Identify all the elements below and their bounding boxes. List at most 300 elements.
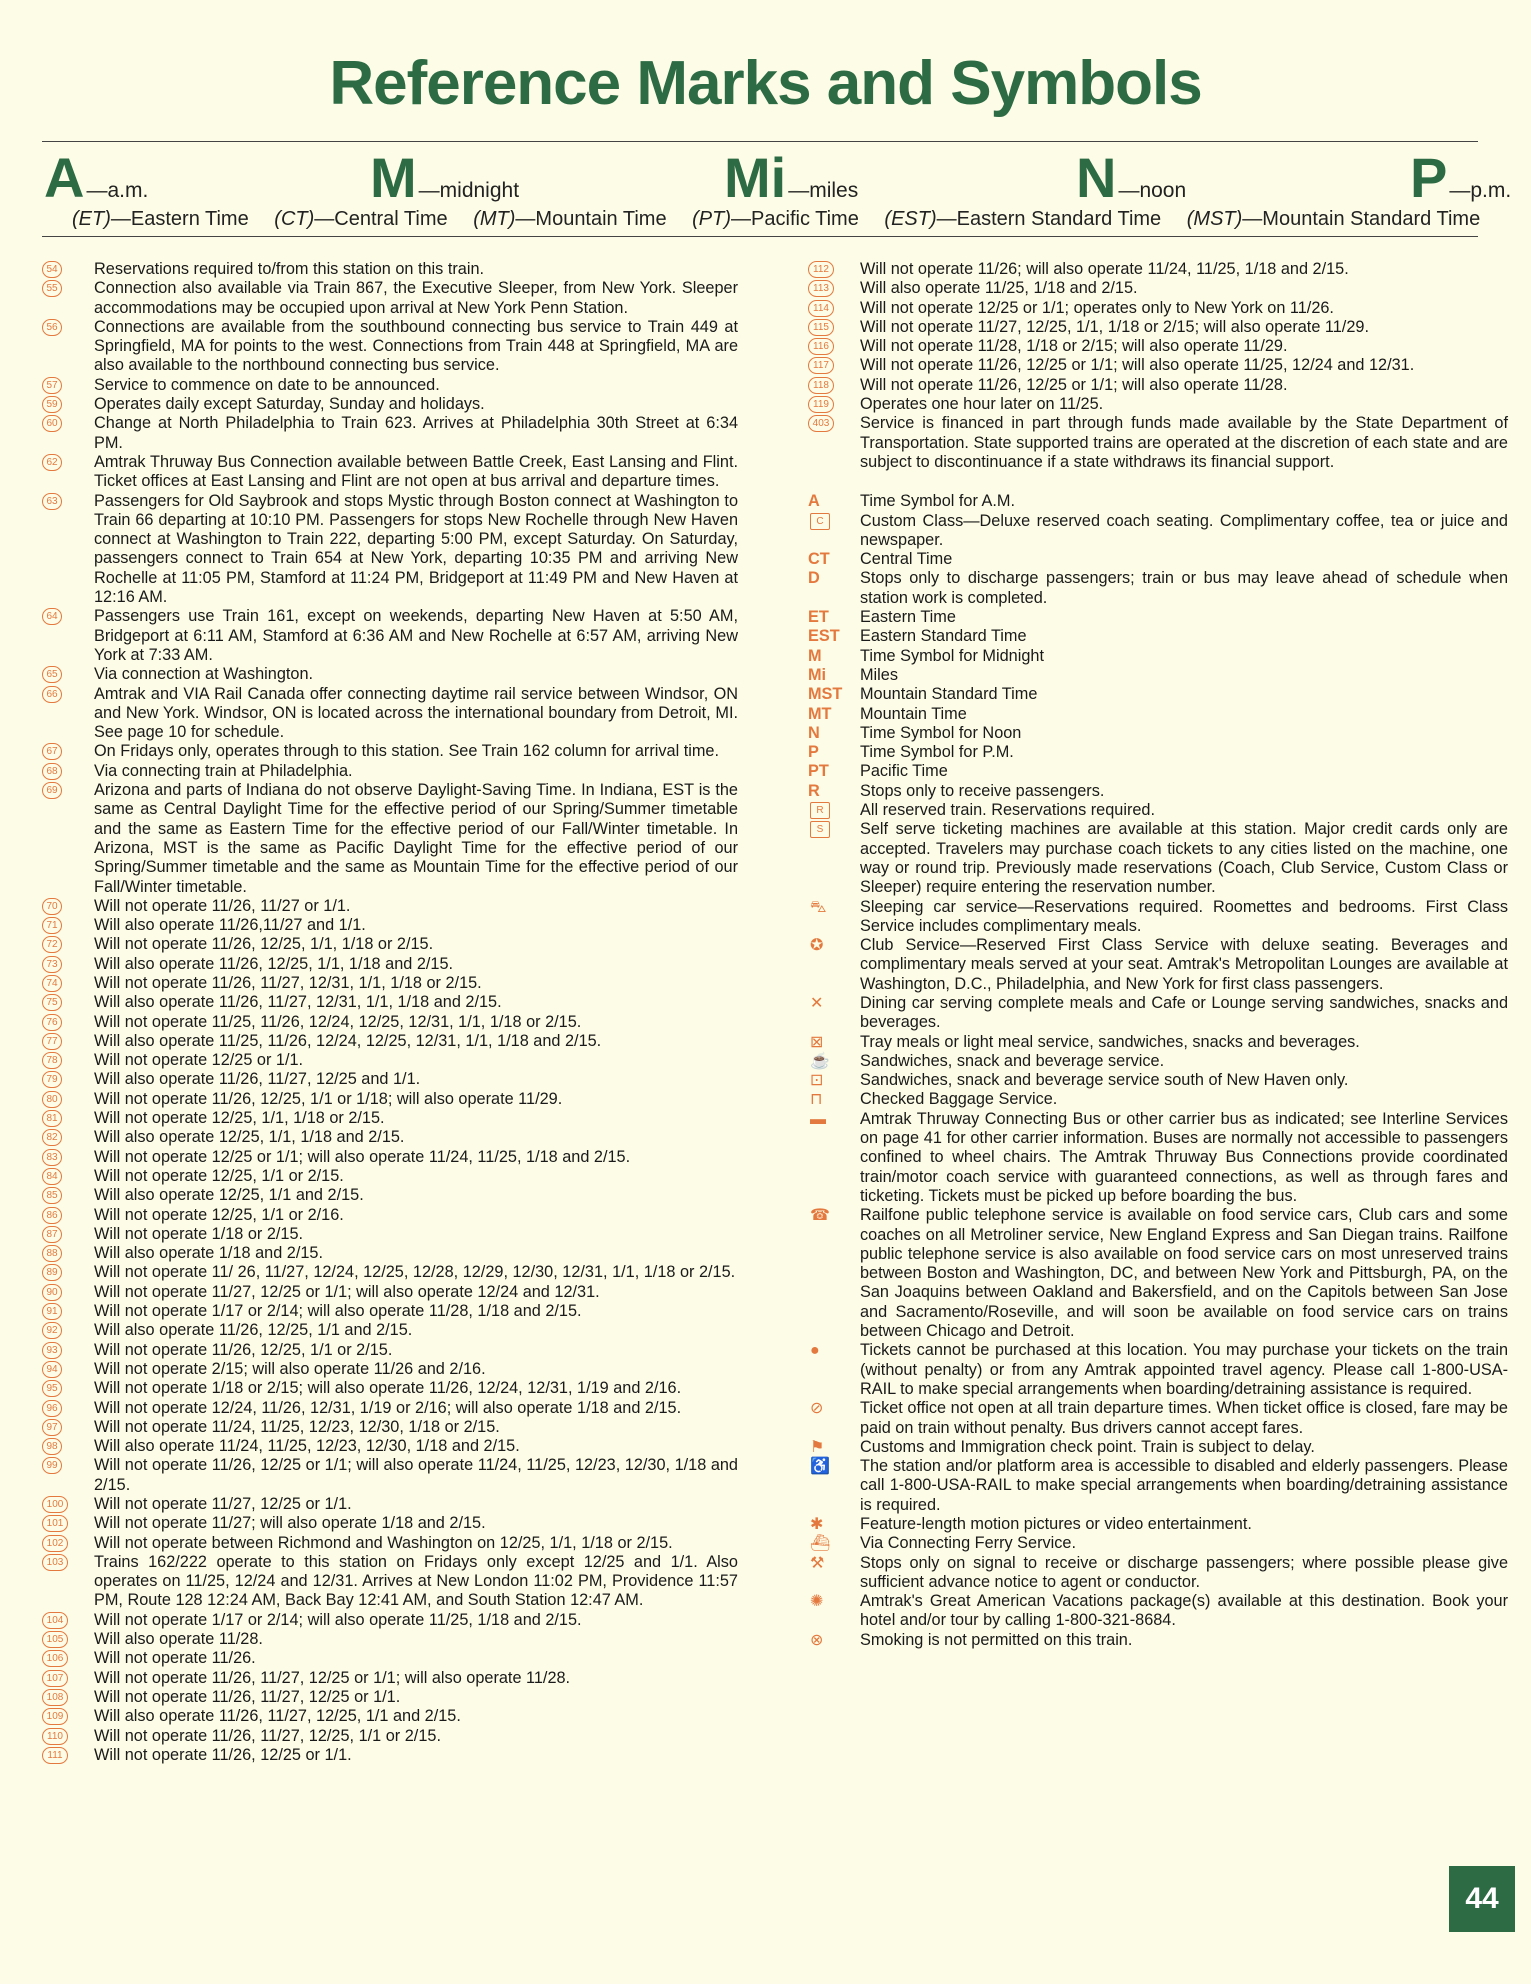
note-text: Will also operate 12/25, 1/1, 1/18 and 2/15. bbox=[94, 1128, 405, 1147]
bus-icon: ▬ bbox=[810, 1110, 826, 1128]
symbol-description: Time Symbol for P.M. bbox=[860, 743, 1014, 762]
symbol-description: Amtrak's Great American Vacations package(s) available at this destination. Book your hotel and/or tour by calling 1-800-321-8684. bbox=[860, 1592, 1508, 1630]
symbol-code: Mi bbox=[808, 665, 827, 684]
reference-mark: 56 bbox=[42, 319, 62, 336]
symbol-entry bbox=[808, 898, 1508, 937]
note-text: Will not operate 11/27, 12/25 or 1/1; will also operate 12/24 and 12/31. bbox=[94, 1282, 600, 1301]
symbol-entry bbox=[808, 1554, 1508, 1593]
reference-mark: 72 bbox=[42, 936, 62, 953]
reference-mark: 82 bbox=[42, 1129, 62, 1146]
abbr-am bbox=[44, 146, 149, 209]
symbol-description: All reserved train. Reservations required. bbox=[860, 801, 1156, 820]
note-text: Will not operate 1/17 or 2/14; will also operate 11/28, 1/18 and 2/15. bbox=[94, 1302, 582, 1321]
reference-mark: 101 bbox=[42, 1515, 68, 1532]
symbol-code: MT bbox=[808, 704, 832, 723]
note-text: Reservations required to/from this station on this train. bbox=[94, 260, 485, 278]
note-text: Will not operate 11/26, 12/25 or 1/1; will also operate 11/28. bbox=[860, 375, 1288, 394]
note-74 bbox=[42, 974, 738, 993]
symbol-description: Tickets cannot be purchased at this location. You may purchase your tickets on the train (without penalty) or from any Amtrak appointed travel agency. Please call 1-800-USA-RAIL to make special arrangements when boarding/detraining assistance is required. bbox=[860, 1341, 1508, 1398]
reference-mark: 112 bbox=[808, 261, 834, 278]
note-84 bbox=[42, 1167, 738, 1186]
no-smoking-icon: ⊗ bbox=[810, 1631, 824, 1649]
note-text: Will not operate 11/26, 11/27 or 1/1. bbox=[94, 896, 351, 915]
zone-est: (EST)—Eastern Standard Time bbox=[884, 208, 1162, 230]
note-117 bbox=[808, 356, 1508, 375]
note-text: Trains 162/222 operate to this station on Fridays only except 12/25 and 1/1. Also operates on 11/25, 12/24 and 12/31. Arrives at New London 11:02 PM, Providence 11:57 PM, Route 128 12:24 AM, Back Bay 12:41 AM, and South Station 12:47 AM. bbox=[94, 1552, 738, 1610]
note-text: Change at North Philadelphia to Train 623. Arrives at Philadelphia 30th Street at 6:34 PM. bbox=[94, 414, 738, 452]
reference-mark: 81 bbox=[42, 1110, 62, 1127]
note-88 bbox=[42, 1244, 738, 1263]
note-text: Service to commence on date to be announced. bbox=[94, 375, 440, 394]
note-text: Will also operate 11/28. bbox=[94, 1630, 263, 1649]
club-icon: ✪ bbox=[810, 937, 824, 955]
note-106 bbox=[42, 1649, 738, 1668]
note-59 bbox=[42, 395, 738, 414]
reference-mark: 97 bbox=[42, 1419, 62, 1436]
abbr-meaning: —noon bbox=[1118, 179, 1187, 202]
ferry-icon: ⛴ bbox=[810, 1535, 831, 1553]
note-text: Will not operate 11/26, 11/27, 12/31, 1/1, 1/18 or 2/15. bbox=[94, 973, 482, 992]
note-text: Will not operate 12/25 or 1/1; will also operate 11/24, 11/25, 1/18 and 2/15. bbox=[94, 1147, 631, 1166]
reference-mark: 119 bbox=[808, 396, 834, 413]
tray-meal-icon: ⊠ bbox=[810, 1033, 824, 1051]
note-66 bbox=[42, 685, 738, 743]
zone-et: (ET)—Eastern Time bbox=[72, 208, 249, 230]
left-column-notes bbox=[42, 260, 738, 1765]
symbol-description: Time Symbol for Midnight bbox=[860, 646, 1044, 665]
symbol-entry bbox=[808, 550, 1508, 569]
reference-mark: 73 bbox=[42, 956, 62, 973]
note-104 bbox=[42, 1611, 738, 1630]
note-82 bbox=[42, 1128, 738, 1147]
symbol-description: Custom Class—Deluxe reserved coach seating. Complimentary coffee, tea or juice and newspaper. bbox=[860, 511, 1508, 549]
symbol-entry bbox=[808, 762, 1508, 781]
note-91 bbox=[42, 1302, 738, 1321]
note-96 bbox=[42, 1399, 738, 1418]
reference-mark: 79 bbox=[42, 1071, 62, 1088]
note-text: Will also operate 11/26, 12/25, 1/1 and 2/15. bbox=[94, 1321, 413, 1340]
symbol-entry bbox=[808, 801, 1508, 820]
reference-mark: 114 bbox=[808, 300, 834, 317]
symbol-description: Miles bbox=[860, 665, 898, 684]
note-75 bbox=[42, 993, 738, 1012]
note-105 bbox=[42, 1630, 738, 1649]
symbol-description: Mountain Standard Time bbox=[860, 685, 1038, 704]
reference-mark: 54 bbox=[42, 261, 62, 278]
note-text: Will not operate 11/24, 11/25, 12/23, 12/30, 1/18 or 2/15. bbox=[94, 1417, 500, 1436]
note-64 bbox=[42, 607, 738, 665]
symbol-description: Mountain Time bbox=[860, 704, 967, 723]
note-text: Will not operate 11/ 26, 11/27, 12/24, 12/25, 12/28, 12/29, 12/30, 12/31, 1/1, 1/18 or 2/15. bbox=[94, 1263, 736, 1282]
reference-mark: 76 bbox=[42, 1014, 62, 1031]
symbol-entry bbox=[808, 936, 1508, 994]
reference-mark: 68 bbox=[42, 763, 62, 780]
note-text: Will not operate 11/26, 11/27, 12/25 or 1/1. bbox=[94, 1687, 401, 1706]
symbol-entry bbox=[808, 627, 1508, 646]
note-text: Will not operate 11/26, 12/25, 1/1 or 2/15. bbox=[94, 1340, 393, 1359]
right-column-notes bbox=[808, 260, 1508, 1650]
reference-mark: 94 bbox=[42, 1361, 62, 1378]
symbol-description: Customs and Immigration check point. Train is subject to delay. bbox=[860, 1437, 1315, 1456]
note-77 bbox=[42, 1032, 738, 1051]
note-text: Will not operate 12/24, 11/26, 12/31, 1/19 or 2/16; will also operate 1/18 and 2/15. bbox=[94, 1398, 682, 1417]
reference-mark: 55 bbox=[42, 280, 62, 297]
reference-mark: 95 bbox=[42, 1380, 62, 1397]
top-divider bbox=[42, 141, 1478, 142]
symbol-entry bbox=[808, 1515, 1508, 1534]
symbol-description: Smoking is not permitted on this train. bbox=[860, 1630, 1133, 1649]
baggage-icon: ⊓ bbox=[810, 1091, 823, 1109]
note-79 bbox=[42, 1070, 738, 1089]
symbol-entry bbox=[808, 724, 1508, 743]
note-text: Will not operate 11/26, 11/27, 12/25 or 1/1; will also operate 11/28. bbox=[94, 1668, 571, 1687]
symbol-code: EST bbox=[808, 627, 840, 646]
reference-mark: 98 bbox=[42, 1438, 62, 1455]
reference-mark: 66 bbox=[42, 686, 62, 703]
reference-mark: 88 bbox=[42, 1245, 62, 1262]
symbol-code: MST bbox=[808, 685, 843, 704]
note-text: Operates one hour later on 11/25. bbox=[860, 395, 1104, 414]
symbol-entry bbox=[808, 1033, 1508, 1052]
symbol-description: Ticket office not open at all train departure times. When ticket office is closed, fare may be paid on train without penalty. Bus drivers cannot accept fares. bbox=[860, 1399, 1508, 1437]
note-60 bbox=[42, 414, 738, 453]
reference-mark: 99 bbox=[42, 1457, 62, 1474]
symbol-entry bbox=[808, 1052, 1508, 1071]
symbol-entry bbox=[808, 1399, 1508, 1438]
reference-mark: 403 bbox=[808, 415, 834, 432]
note-text: Amtrak Thruway Bus Connection available between Battle Creek, East Lansing and Flint. Ticket offices at East Lansing and Flint are not open at bus arrival and departure times. bbox=[94, 452, 738, 491]
note-114 bbox=[808, 299, 1508, 318]
note-text: Will not operate 11/26, 12/25, 1/1, 1/18 or 2/15. bbox=[94, 935, 434, 954]
symbol-description: Stops only on signal to receive or discharge passengers; where possible please give sufficient advance notice to agent or conductor. bbox=[860, 1553, 1508, 1591]
reference-mark: 87 bbox=[42, 1226, 62, 1243]
symbol-description: Stops only to discharge passengers; train or bus may leave ahead of schedule when station work is completed. bbox=[860, 569, 1508, 607]
symbol-entry bbox=[808, 1438, 1508, 1457]
symbol-description: Tray meals or light meal service, sandwiches, snacks and beverages. bbox=[860, 1032, 1360, 1051]
symbol-entry bbox=[808, 512, 1508, 551]
zone-mst: (MST)—Mountain Standard Time bbox=[1186, 208, 1481, 230]
reference-mark: 92 bbox=[42, 1322, 62, 1339]
note-403 bbox=[808, 414, 1508, 472]
boxed-symbol: R bbox=[810, 802, 830, 819]
reference-mark: 107 bbox=[42, 1670, 68, 1687]
symbol-entry bbox=[808, 705, 1508, 724]
reference-mark: 108 bbox=[42, 1689, 68, 1706]
reference-mark: 100 bbox=[42, 1496, 68, 1513]
symbol-entry bbox=[808, 1110, 1508, 1206]
abbr-letter: N bbox=[1076, 146, 1117, 209]
reference-mark: 91 bbox=[42, 1303, 62, 1320]
reference-mark: 111 bbox=[42, 1747, 68, 1764]
note-text: Will also operate 11/26, 11/27, 12/31, 1/1, 1/18 and 2/15. bbox=[94, 993, 502, 1012]
reference-mark: 65 bbox=[42, 666, 62, 683]
note-text: Will not operate 11/26. bbox=[94, 1649, 256, 1668]
symbol-entry bbox=[808, 569, 1508, 608]
symbol-entry bbox=[808, 647, 1508, 666]
reference-mark: 106 bbox=[42, 1650, 68, 1667]
note-97 bbox=[42, 1418, 738, 1437]
symbol-entry bbox=[808, 820, 1508, 897]
symbol-code: ET bbox=[808, 608, 829, 627]
note-text: Connection also available via Train 867, the Executive Sleeper, from New York. Sleeper accommodations may be occupied upon arrival at New York Penn Station. bbox=[94, 279, 738, 317]
note-text: Will not operate 11/28, 1/18 or 2/15; will also operate 11/29. bbox=[860, 337, 1288, 356]
zone-ct: (CT)—Central Time bbox=[274, 208, 448, 230]
symbol-description: Dining car serving complete meals and Cafe or Lounge serving sandwiches, snacks and beverages. bbox=[860, 993, 1508, 1032]
note-text: Will not operate 1/18 or 2/15. bbox=[94, 1224, 304, 1243]
note-text: Will not operate 11/26, 12/25 or 1/1. bbox=[94, 1745, 352, 1764]
reference-mark: 67 bbox=[42, 743, 62, 760]
note-111 bbox=[42, 1746, 738, 1765]
note-95 bbox=[42, 1379, 738, 1398]
reference-mark: 109 bbox=[42, 1708, 68, 1725]
note-71 bbox=[42, 916, 738, 935]
symbol-entry bbox=[808, 743, 1508, 762]
symbol-code: CT bbox=[808, 550, 830, 569]
reference-mark: 70 bbox=[42, 898, 62, 915]
note-115 bbox=[808, 318, 1508, 337]
note-85 bbox=[42, 1186, 738, 1205]
symbol-description: Eastern Time bbox=[860, 608, 956, 627]
ticket-office-icon: ⊘ bbox=[810, 1400, 824, 1418]
note-text: Via connection at Washington. bbox=[94, 665, 314, 684]
zone-mt: (MT)—Mountain Time bbox=[473, 208, 667, 230]
note-text: Service is financed in part through funds made available by the State Department of Transportation. State supported trains are operated at the discretion of each state and are subject to discontinuance if a state withdraws its financial support. bbox=[860, 414, 1508, 471]
symbol-entry bbox=[808, 608, 1508, 627]
symbol-description: Eastern Standard Time bbox=[860, 627, 1027, 646]
note-78 bbox=[42, 1051, 738, 1070]
symbol-code: N bbox=[808, 723, 820, 742]
note-text: Will not operate between Richmond and Washington on 12/25, 1/1, 1/18 or 2/15. bbox=[94, 1533, 673, 1552]
symbol-description: Sandwiches, snack and beverage service south of New Haven only. bbox=[860, 1071, 1349, 1090]
note-108 bbox=[42, 1688, 738, 1707]
reference-mark: 84 bbox=[42, 1168, 62, 1185]
symbol-description: Via Connecting Ferry Service. bbox=[860, 1534, 1076, 1553]
symbol-code: M bbox=[808, 646, 822, 665]
symbol-description: Club Service—Reserved First Class Service with deluxe seating. Beverages and complimentary meals served at your seat. Amtrak's Metropolitan Lounges are available at Washington, D.C., Philadelphia, and New York for first class passengers. bbox=[860, 936, 1508, 993]
note-55 bbox=[42, 279, 738, 318]
abbr-meaning: —midnight bbox=[418, 179, 520, 202]
note-107 bbox=[42, 1669, 738, 1688]
boxed-symbol: S bbox=[810, 821, 830, 838]
note-text: Will not operate 11/25, 11/26, 12/24, 12/25, 12/31, 1/1, 1/18 or 2/15. bbox=[94, 1012, 582, 1031]
reference-mark: 118 bbox=[808, 377, 834, 394]
note-text: Will not operate 11/26; will also operate 11/24, 11/25, 1/18 and 2/15. bbox=[860, 260, 1349, 278]
symbol-description: Self serve ticketing machines are available at this station. Major credit cards only are accepted. Travelers may purchase coach tickets to any cities listed on the machine, one way or round trip. Previously made reservations (Coach, Club Service, Custom Class or Sleeper) require entering the reservation number. bbox=[860, 820, 1508, 897]
symbol-code: PT bbox=[808, 762, 829, 781]
note-118 bbox=[808, 376, 1508, 395]
reference-mark: 60 bbox=[42, 415, 62, 432]
note-65 bbox=[42, 665, 738, 684]
note-90 bbox=[42, 1283, 738, 1302]
note-text: Passengers for Old Saybrook and stops Mystic through Boston connect at Washington to Train 66 departing at 10:10 PM. Passengers for stops New Rochelle through New Haven connect at Washington to Train 222, departing 5:00 PM, except Saturday. On Saturday, passengers connect to Train 654 at New York, departing 10:35 PM and arriving New Rochelle at 11:05 PM, Stamford at 11:24 PM, Bridgeport at 11:49 PM and New Haven at 12:16 AM. bbox=[94, 491, 738, 607]
abbr-midnight bbox=[370, 146, 520, 209]
note-text: Will also operate 11/26,11/27 and 1/1. bbox=[94, 916, 366, 935]
reference-mark: 96 bbox=[42, 1400, 62, 1417]
note-text: Will also operate 11/26, 11/27, 12/25 and 1/1. bbox=[94, 1070, 421, 1089]
symbol-description: Sandwiches, snack and beverage service. bbox=[860, 1051, 1165, 1070]
reference-mark: 85 bbox=[42, 1187, 62, 1204]
abbr-letter: M bbox=[370, 146, 417, 209]
symbol-entry bbox=[808, 1592, 1508, 1631]
snack-icon: ☕ bbox=[810, 1052, 830, 1070]
note-80 bbox=[42, 1090, 738, 1109]
note-92 bbox=[42, 1321, 738, 1340]
note-text: Will also operate 11/25, 11/26, 12/24, 12/25, 12/31, 1/1, 1/18 and 2/15. bbox=[94, 1031, 602, 1050]
note-63 bbox=[42, 492, 738, 608]
symbol-code: R bbox=[808, 781, 820, 800]
symbol-entry bbox=[808, 685, 1508, 704]
reference-mark: 90 bbox=[42, 1284, 62, 1301]
symbol-entry bbox=[808, 994, 1508, 1033]
note-text: Will not operate 1/18 or 2/15; will also operate 11/26, 12/24, 12/31, 1/19 and 2/16. bbox=[94, 1379, 682, 1398]
movie-icon: ✱ bbox=[810, 1516, 824, 1533]
note-text: Will also operate 12/25, 1/1 and 2/15. bbox=[94, 1186, 364, 1205]
symbol-entry bbox=[808, 1534, 1508, 1553]
reference-mark: 103 bbox=[42, 1554, 68, 1571]
note-73 bbox=[42, 955, 738, 974]
note-69 bbox=[42, 781, 738, 897]
note-text: Connections are available from the southbound connecting bus service to Train 449 at Springfield, MA for points to the west. Connections from Train 448 at Springfield, MA are also available to the northbound connecting bus service. bbox=[94, 317, 738, 375]
dining-icon: ✕ bbox=[810, 994, 824, 1012]
note-119 bbox=[808, 395, 1508, 414]
abbr-pm bbox=[1410, 146, 1512, 209]
reference-mark: 93 bbox=[42, 1342, 62, 1359]
note-text: Will also operate 11/26, 11/27, 12/25, 1/1 and 2/15. bbox=[94, 1707, 461, 1726]
note-102 bbox=[42, 1534, 738, 1553]
symbol-description: Stops only to receive passengers. bbox=[860, 781, 1105, 800]
reference-mark: 117 bbox=[808, 357, 834, 374]
note-56 bbox=[42, 318, 738, 376]
note-text: Will not operate 11/26, 12/25 or 1/1; will also operate 11/25, 12/24 and 12/31. bbox=[860, 356, 1415, 375]
note-54 bbox=[42, 260, 738, 279]
page-title: Reference Marks and Symbols bbox=[329, 49, 1202, 118]
reference-mark: 63 bbox=[42, 493, 62, 510]
symbol-entry bbox=[808, 1090, 1508, 1109]
right-numbered-notes bbox=[808, 260, 1508, 472]
note-text: Will also operate 11/24, 11/25, 12/23, 12/30, 1/18 and 2/15. bbox=[94, 1437, 520, 1456]
symbol-entry bbox=[808, 1206, 1508, 1341]
note-text: Will also operate 11/26, 12/25, 1/1, 1/18 and 2/15. bbox=[94, 954, 454, 973]
symbol-description: Feature-length motion pictures or video entertainment. bbox=[860, 1515, 1252, 1533]
note-text: Will not operate 12/25, 1/1 or 2/15. bbox=[94, 1166, 344, 1185]
customs-icon: ⚑ bbox=[810, 1438, 825, 1456]
note-89 bbox=[42, 1263, 738, 1282]
sleeper-icon: ⛍ bbox=[810, 898, 827, 916]
note-68 bbox=[42, 762, 738, 781]
note-text: Will not operate 12/25 or 1/1. bbox=[94, 1051, 304, 1070]
reference-mark: 57 bbox=[42, 377, 62, 394]
symbol-entry bbox=[808, 1071, 1508, 1090]
header-divider bbox=[42, 236, 1478, 237]
note-94 bbox=[42, 1360, 738, 1379]
reference-mark: 80 bbox=[42, 1091, 62, 1108]
symbol-description: Sleeping car service—Reservations required. Roomettes and bedrooms. First Class Service includes complimentary meals. bbox=[860, 897, 1508, 935]
abbr-letter: P bbox=[1410, 146, 1448, 209]
note-110 bbox=[42, 1727, 738, 1746]
abbr-letter: A bbox=[44, 146, 85, 209]
note-103 bbox=[42, 1553, 738, 1611]
abbr-meaning: —p.m. bbox=[1449, 179, 1512, 202]
no-tickets-icon: ● bbox=[810, 1342, 820, 1360]
note-text: Will also operate 11/25, 1/18 and 2/15. bbox=[860, 279, 1138, 298]
note-57 bbox=[42, 376, 738, 395]
symbol-legend bbox=[808, 492, 1508, 1650]
symbol-entry bbox=[808, 782, 1508, 801]
note-81 bbox=[42, 1109, 738, 1128]
note-86 bbox=[42, 1206, 738, 1225]
note-87 bbox=[42, 1225, 738, 1244]
reference-mark: 105 bbox=[42, 1631, 68, 1648]
reference-mark: 104 bbox=[42, 1612, 68, 1629]
symbol-description: Amtrak Thruway Connecting Bus or other carrier bus as indicated; see Interline Services on page 41 for other carrier information. Buses are normally not accessible to passengers confined to wheel chairs. The Amtrak Thruway Bus Connections provide coordinated train/motor coach service with guaranteed connections, as well as through fares and ticketing. Tickets must be picked up before boarding the bus. bbox=[860, 1109, 1508, 1205]
abbr-miles bbox=[724, 146, 859, 209]
note-113 bbox=[808, 279, 1508, 298]
symbol-description: Checked Baggage Service. bbox=[860, 1090, 1058, 1109]
zone-pt: (PT)—Pacific Time bbox=[692, 208, 859, 230]
reference-mark: 75 bbox=[42, 994, 62, 1011]
reference-mark: 83 bbox=[42, 1149, 62, 1166]
note-text: Will not operate 12/25 or 1/1; operates only to New York on 11/26. bbox=[860, 298, 1334, 317]
note-93 bbox=[42, 1341, 738, 1360]
abbr-letter: Mi bbox=[724, 146, 787, 209]
reference-mark: 69 bbox=[42, 782, 62, 799]
note-text: Will not operate 11/26, 12/25, 1/1 or 1/18; will also operate 11/29. bbox=[94, 1089, 563, 1108]
symbol-description: The station and/or platform area is accessible to disabled and elderly passengers. Please call 1-800-USA-RAIL to make special arrangements when boarding/detraining assistance is required. bbox=[860, 1457, 1508, 1514]
note-text: Will not operate 11/27; will also operate 1/18 and 2/15. bbox=[94, 1514, 486, 1533]
abbr-meaning: —a.m. bbox=[86, 179, 149, 202]
reference-mark: 64 bbox=[42, 608, 62, 625]
reference-mark: 113 bbox=[808, 280, 834, 297]
symbol-description: Time Symbol for Noon bbox=[860, 723, 1022, 742]
symbol-entry bbox=[808, 1631, 1508, 1650]
reference-mark: 102 bbox=[42, 1535, 68, 1552]
symbol-code: A bbox=[808, 492, 820, 511]
note-99 bbox=[42, 1456, 738, 1495]
symbol-description: Central Time bbox=[860, 550, 953, 569]
reference-mark: 110 bbox=[42, 1728, 68, 1745]
note-70 bbox=[42, 897, 738, 916]
reference-mark: 77 bbox=[42, 1033, 62, 1050]
symbol-code: P bbox=[808, 743, 819, 762]
reference-mark: 71 bbox=[42, 917, 62, 934]
reference-mark: 74 bbox=[42, 975, 62, 992]
note-text: Will not operate 11/26, 12/25 or 1/1; will also operate 11/24, 11/25, 12/23, 12/30, 1/18 and 2/15. bbox=[94, 1456, 738, 1494]
symbol-entry bbox=[808, 1341, 1508, 1399]
note-116 bbox=[808, 337, 1508, 356]
note-text: Will not operate 12/25, 1/1 or 2/16. bbox=[94, 1205, 344, 1224]
reference-mark: 116 bbox=[808, 338, 834, 355]
note-72 bbox=[42, 935, 738, 954]
symbol-entry bbox=[808, 1457, 1508, 1515]
page-number: 44 bbox=[1449, 1866, 1515, 1932]
note-67 bbox=[42, 742, 738, 761]
snack-south-icon: ⊡ bbox=[810, 1072, 824, 1090]
note-text: Will not operate 11/27, 12/25, 1/1, 1/18 or 2/15; will also operate 11/29. bbox=[860, 317, 1369, 336]
note-text: Will not operate 1/17 or 2/14; will also operate 11/25, 1/18 and 2/15. bbox=[94, 1610, 582, 1629]
note-text: Will not operate 12/25, 1/1, 1/18 or 2/15. bbox=[94, 1109, 385, 1128]
abbr-meaning: —miles bbox=[788, 179, 859, 202]
symbol-description: Pacific Time bbox=[860, 762, 948, 781]
boxed-symbol: C bbox=[810, 513, 830, 530]
vacations-icon: ✺ bbox=[810, 1593, 824, 1611]
note-text: Via connecting train at Philadelphia. bbox=[94, 761, 353, 780]
symbol-entry bbox=[808, 666, 1508, 685]
note-109 bbox=[42, 1707, 738, 1726]
note-text: Will not operate 11/26, 11/27, 12/25, 1/1 or 2/15. bbox=[94, 1726, 441, 1745]
note-76 bbox=[42, 1013, 738, 1032]
note-101 bbox=[42, 1514, 738, 1533]
note-text: Arizona and parts of Indiana do not observe Daylight-Saving Time. In Indiana, EST is the same as Central Daylight Time for the effective period of our Spring/Summer timetable and the same as Eastern Time for the effective period of our Fall/Winter timetable. In Arizona, MST is the same as Pacific Daylight Time for the effective period of our Spring/Summer timetable and the same as Mountain Time for the effective period of our Fall/Winter timetable. bbox=[94, 781, 738, 896]
